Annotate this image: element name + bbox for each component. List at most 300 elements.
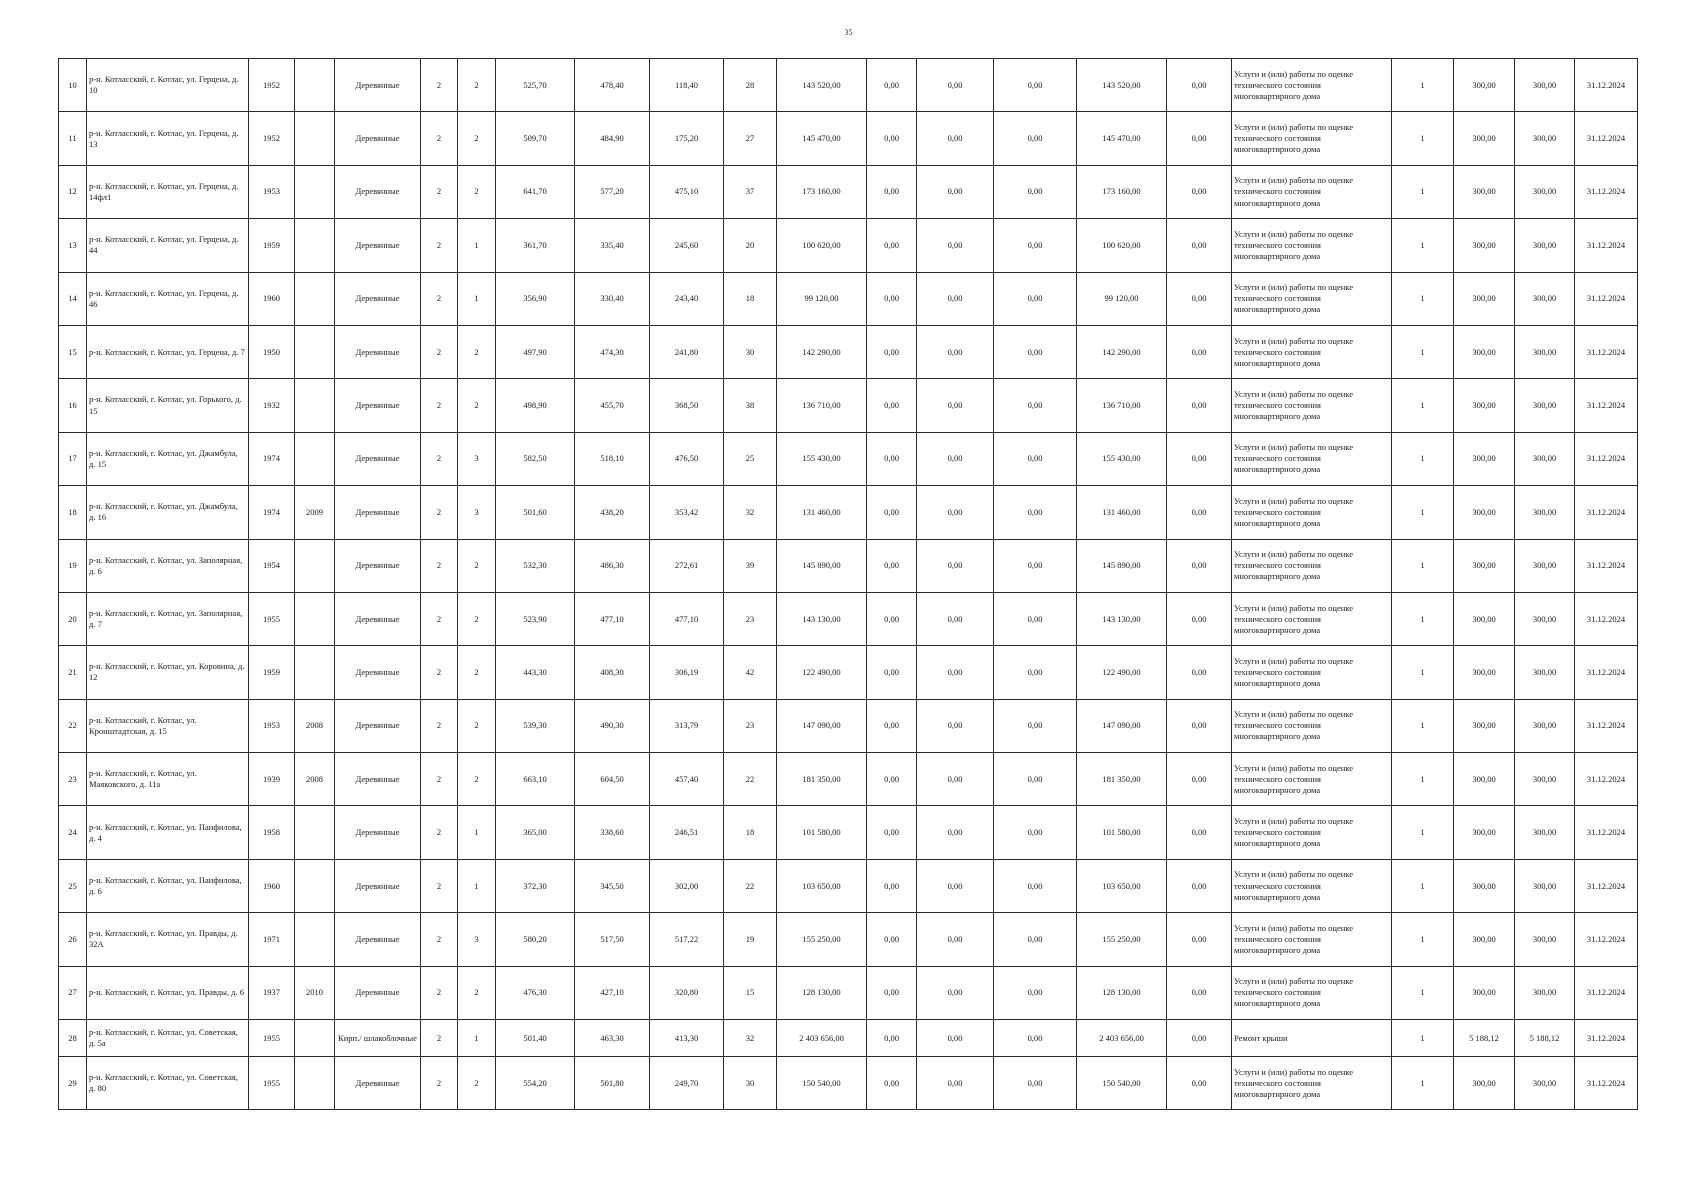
row-number-cell: 28	[59, 1020, 87, 1057]
total-area-cell: 554,20	[496, 1057, 575, 1110]
address-cell: р-н. Котласский, г. Котлас, ул. Советская, д. 5а	[87, 1020, 249, 1057]
region-cost-cell: 0,00	[917, 432, 994, 485]
year-repair-cell	[295, 219, 335, 272]
year-repair-cell	[295, 325, 335, 378]
residents-cell: 18	[724, 272, 777, 325]
other-cost-cell: 0,00	[1167, 592, 1232, 645]
floors-cell: 2	[421, 272, 458, 325]
residential-area-cell: 241,80	[650, 325, 724, 378]
floors-cell: 2	[421, 325, 458, 378]
region-cost-cell: 0,00	[917, 592, 994, 645]
floors-cell: 2	[421, 592, 458, 645]
year-built-cell: 1974	[249, 432, 295, 485]
table-row	[59, 432, 1638, 485]
work-type-cell: Услуги и (или) работы по оценке технического состояния многоквартирного дома	[1232, 753, 1392, 806]
fund-cost-cell: 0,00	[867, 592, 917, 645]
year-repair-cell	[295, 1020, 335, 1057]
wall-material-cell: Деревянные	[335, 539, 421, 592]
year-built-cell: 1953	[249, 165, 295, 218]
region-cost-cell: 0,00	[917, 486, 994, 539]
region-cost-cell: 0,00	[917, 913, 994, 966]
max-cost-cell: 300,00	[1515, 966, 1575, 1019]
entrances-cell: 2	[458, 1057, 496, 1110]
year-built-cell: 1932	[249, 379, 295, 432]
page-number: 35	[844, 28, 853, 37]
residential-area-cell: 272,61	[650, 539, 724, 592]
wall-material-cell: Деревянные	[335, 325, 421, 378]
floors-cell: 2	[421, 806, 458, 859]
address-cell: р-н. Котласский, г. Котлас, ул. Кронштадтская, д. 15	[87, 699, 249, 752]
work-count-cell: 1	[1392, 379, 1454, 432]
row-number-cell: 14	[59, 272, 87, 325]
address-cell: р-н. Котласский, г. Котлас, ул. Панфилова, д. 4	[87, 806, 249, 859]
total-area-cell: 663,10	[496, 753, 575, 806]
wall-material-cell: Деревянные	[335, 59, 421, 112]
living-area-cell: 438,20	[575, 486, 650, 539]
floors-cell: 2	[421, 966, 458, 1019]
residents-cell: 22	[724, 859, 777, 912]
residents-cell: 30	[724, 325, 777, 378]
living-area-cell: 338,60	[575, 806, 650, 859]
fund-cost-cell: 0,00	[867, 379, 917, 432]
address-cell: р-н. Котласский, г. Котлас, ул. Заполярная, д. 7	[87, 592, 249, 645]
address-cell: р-н. Котласский, г. Котлас, ул. Маяковского, д. 11а	[87, 753, 249, 806]
table-row	[59, 966, 1638, 1019]
deadline-cell: 31.12.2024	[1575, 806, 1638, 859]
residential-area-cell: 457,40	[650, 753, 724, 806]
living-area-cell: 477,10	[575, 592, 650, 645]
year-built-cell: 1952	[249, 59, 295, 112]
work-count-cell: 1	[1392, 165, 1454, 218]
total-cost-cell: 103 650,00	[777, 859, 867, 912]
year-repair-cell: 2010	[295, 966, 335, 1019]
local-cost-cell: 0,00	[994, 966, 1077, 1019]
work-type-cell: Услуги и (или) работы по оценке технического состояния многоквартирного дома	[1232, 379, 1392, 432]
living-area-cell: 427,10	[575, 966, 650, 1019]
living-area-cell: 577,20	[575, 165, 650, 218]
residential-area-cell: 413,30	[650, 1020, 724, 1057]
owners-cost-cell: 122 490,00	[1077, 646, 1167, 699]
fund-cost-cell: 0,00	[867, 272, 917, 325]
year-repair-cell	[295, 592, 335, 645]
max-cost-cell: 300,00	[1515, 59, 1575, 112]
year-repair-cell	[295, 272, 335, 325]
other-cost-cell: 0,00	[1167, 859, 1232, 912]
residential-area-cell: 243,40	[650, 272, 724, 325]
wall-material-cell: Деревянные	[335, 112, 421, 165]
fund-cost-cell: 0,00	[867, 432, 917, 485]
year-repair-cell	[295, 859, 335, 912]
floors-cell: 2	[421, 379, 458, 432]
deadline-cell: 31.12.2024	[1575, 753, 1638, 806]
local-cost-cell: 0,00	[994, 699, 1077, 752]
table-row	[59, 112, 1638, 165]
work-type-cell: Услуги и (или) работы по оценке технического состояния многоквартирного дома	[1232, 966, 1392, 1019]
work-type-cell: Ремонт крыши	[1232, 1020, 1392, 1057]
row-number-cell: 21	[59, 646, 87, 699]
floors-cell: 2	[421, 859, 458, 912]
local-cost-cell: 0,00	[994, 432, 1077, 485]
work-type-cell: Услуги и (или) работы по оценке технического состояния многоквартирного дома	[1232, 219, 1392, 272]
owners-cost-cell: 99 120,00	[1077, 272, 1167, 325]
floors-cell: 2	[421, 646, 458, 699]
row-number-cell: 17	[59, 432, 87, 485]
address-cell: р-н. Котласский, г. Котлас, ул. Коровина, д. 12	[87, 646, 249, 699]
table-row	[59, 539, 1638, 592]
entrances-cell: 1	[458, 806, 496, 859]
region-cost-cell: 0,00	[917, 859, 994, 912]
max-cost-cell: 300,00	[1515, 592, 1575, 645]
work-type-cell: Услуги и (или) работы по оценке технического состояния многоквартирного дома	[1232, 432, 1392, 485]
table-row	[59, 806, 1638, 859]
wall-material-cell: Деревянные	[335, 165, 421, 218]
address-cell: р-н. Котласский, г. Котлас, ул. Панфилова, д. 6	[87, 859, 249, 912]
unit-cost-cell: 300,00	[1454, 219, 1515, 272]
other-cost-cell: 0,00	[1167, 646, 1232, 699]
unit-cost-cell: 300,00	[1454, 272, 1515, 325]
residential-area-cell: 320,80	[650, 966, 724, 1019]
work-count-cell: 1	[1392, 646, 1454, 699]
unit-cost-cell: 5 188,12	[1454, 1020, 1515, 1057]
other-cost-cell: 0,00	[1167, 753, 1232, 806]
work-count-cell: 1	[1392, 432, 1454, 485]
work-type-cell: Услуги и (или) работы по оценке технического состояния многоквартирного дома	[1232, 272, 1392, 325]
deadline-cell: 31.12.2024	[1575, 859, 1638, 912]
work-count-cell: 1	[1392, 806, 1454, 859]
total-cost-cell: 128 130,00	[777, 966, 867, 1019]
residential-area-cell: 249,70	[650, 1057, 724, 1110]
unit-cost-cell: 300,00	[1454, 859, 1515, 912]
deadline-cell: 31.12.2024	[1575, 325, 1638, 378]
other-cost-cell: 0,00	[1167, 165, 1232, 218]
total-cost-cell: 2 403 656,00	[777, 1020, 867, 1057]
max-cost-cell: 300,00	[1515, 112, 1575, 165]
entrances-cell: 1	[458, 219, 496, 272]
work-type-cell: Услуги и (или) работы по оценке технического состояния многоквартирного дома	[1232, 592, 1392, 645]
entrances-cell: 2	[458, 325, 496, 378]
address-cell: р-н. Котласский, г. Котлас, ул. Советская, д. 80	[87, 1057, 249, 1110]
region-cost-cell: 0,00	[917, 272, 994, 325]
floors-cell: 2	[421, 432, 458, 485]
total-cost-cell: 99 120,00	[777, 272, 867, 325]
capital-repair-table	[58, 58, 1638, 1110]
other-cost-cell: 0,00	[1167, 806, 1232, 859]
owners-cost-cell: 142 290,00	[1077, 325, 1167, 378]
wall-material-cell: Деревянные	[335, 913, 421, 966]
fund-cost-cell: 0,00	[867, 112, 917, 165]
owners-cost-cell: 147 090,00	[1077, 699, 1167, 752]
row-number-cell: 26	[59, 913, 87, 966]
wall-material-cell: Кирп./ шлакоблочные	[335, 1020, 421, 1057]
address-cell: р-н. Котласский, г. Котлас, ул. Заполярная, д. 6	[87, 539, 249, 592]
entrances-cell: 2	[458, 753, 496, 806]
region-cost-cell: 0,00	[917, 325, 994, 378]
total-area-cell: 498,90	[496, 379, 575, 432]
owners-cost-cell: 136 710,00	[1077, 379, 1167, 432]
max-cost-cell: 300,00	[1515, 486, 1575, 539]
wall-material-cell: Деревянные	[335, 219, 421, 272]
work-count-cell: 1	[1392, 1020, 1454, 1057]
floors-cell: 2	[421, 753, 458, 806]
row-number-cell: 29	[59, 1057, 87, 1110]
deadline-cell: 31.12.2024	[1575, 539, 1638, 592]
residential-area-cell: 313,79	[650, 699, 724, 752]
total-area-cell: 539,30	[496, 699, 575, 752]
total-area-cell: 580,20	[496, 913, 575, 966]
total-cost-cell: 143 520,00	[777, 59, 867, 112]
work-type-cell: Услуги и (или) работы по оценке технического состояния многоквартирного дома	[1232, 646, 1392, 699]
address-cell: р-н. Котласский, г. Котлас, ул. Герцена, д. 7	[87, 325, 249, 378]
row-number-cell: 12	[59, 165, 87, 218]
year-built-cell: 1950	[249, 325, 295, 378]
fund-cost-cell: 0,00	[867, 1057, 917, 1110]
entrances-cell: 2	[458, 112, 496, 165]
max-cost-cell: 300,00	[1515, 699, 1575, 752]
residents-cell: 18	[724, 806, 777, 859]
work-count-cell: 1	[1392, 966, 1454, 1019]
fund-cost-cell: 0,00	[867, 699, 917, 752]
region-cost-cell: 0,00	[917, 1020, 994, 1057]
max-cost-cell: 300,00	[1515, 165, 1575, 218]
max-cost-cell: 300,00	[1515, 379, 1575, 432]
address-cell: р-н. Котласский, г. Котлас, ул. Герцена, д. 44	[87, 219, 249, 272]
local-cost-cell: 0,00	[994, 646, 1077, 699]
deadline-cell: 31.12.2024	[1575, 699, 1638, 752]
local-cost-cell: 0,00	[994, 1057, 1077, 1110]
living-area-cell: 501,80	[575, 1057, 650, 1110]
region-cost-cell: 0,00	[917, 165, 994, 218]
other-cost-cell: 0,00	[1167, 966, 1232, 1019]
total-area-cell: 361,70	[496, 219, 575, 272]
unit-cost-cell: 300,00	[1454, 539, 1515, 592]
unit-cost-cell: 300,00	[1454, 325, 1515, 378]
living-area-cell: 474,30	[575, 325, 650, 378]
local-cost-cell: 0,00	[994, 272, 1077, 325]
table-row	[59, 646, 1638, 699]
deadline-cell: 31.12.2024	[1575, 966, 1638, 1019]
row-number-cell: 11	[59, 112, 87, 165]
living-area-cell: 517,50	[575, 913, 650, 966]
fund-cost-cell: 0,00	[867, 646, 917, 699]
work-type-cell: Услуги и (или) работы по оценке технического состояния многоквартирного дома	[1232, 59, 1392, 112]
address-cell: р-н. Котласский, г. Котлас, ул. Герцена, д. 14фл1	[87, 165, 249, 218]
other-cost-cell: 0,00	[1167, 272, 1232, 325]
wall-material-cell: Деревянные	[335, 486, 421, 539]
residents-cell: 42	[724, 646, 777, 699]
residential-area-cell: 175,20	[650, 112, 724, 165]
max-cost-cell: 300,00	[1515, 272, 1575, 325]
total-cost-cell: 122 490,00	[777, 646, 867, 699]
wall-material-cell: Деревянные	[335, 806, 421, 859]
table-row	[59, 1020, 1638, 1057]
owners-cost-cell: 173 160,00	[1077, 165, 1167, 218]
owners-cost-cell: 143 130,00	[1077, 592, 1167, 645]
other-cost-cell: 0,00	[1167, 1020, 1232, 1057]
residents-cell: 37	[724, 165, 777, 218]
local-cost-cell: 0,00	[994, 806, 1077, 859]
row-number-cell: 19	[59, 539, 87, 592]
living-area-cell: 335,40	[575, 219, 650, 272]
owners-cost-cell: 155 250,00	[1077, 913, 1167, 966]
year-built-cell: 1959	[249, 219, 295, 272]
living-area-cell: 604,50	[575, 753, 650, 806]
region-cost-cell: 0,00	[917, 112, 994, 165]
fund-cost-cell: 0,00	[867, 539, 917, 592]
owners-cost-cell: 103 650,00	[1077, 859, 1167, 912]
work-count-cell: 1	[1392, 219, 1454, 272]
max-cost-cell: 300,00	[1515, 913, 1575, 966]
living-area-cell: 330,40	[575, 272, 650, 325]
year-built-cell: 1953	[249, 699, 295, 752]
region-cost-cell: 0,00	[917, 753, 994, 806]
address-cell: р-н. Котласский, г. Котлас, ул. Джамбула, д. 15	[87, 432, 249, 485]
fund-cost-cell: 0,00	[867, 753, 917, 806]
entrances-cell: 2	[458, 699, 496, 752]
region-cost-cell: 0,00	[917, 379, 994, 432]
total-cost-cell: 142 290,00	[777, 325, 867, 378]
entrances-cell: 3	[458, 432, 496, 485]
deadline-cell: 31.12.2024	[1575, 165, 1638, 218]
total-area-cell: 476,30	[496, 966, 575, 1019]
year-repair-cell	[295, 112, 335, 165]
row-number-cell: 25	[59, 859, 87, 912]
total-area-cell: 365,00	[496, 806, 575, 859]
wall-material-cell: Деревянные	[335, 592, 421, 645]
deadline-cell: 31.12.2024	[1575, 112, 1638, 165]
year-repair-cell	[295, 59, 335, 112]
total-cost-cell: 145 470,00	[777, 112, 867, 165]
fund-cost-cell: 0,00	[867, 219, 917, 272]
year-repair-cell	[295, 379, 335, 432]
work-type-cell: Услуги и (или) работы по оценке технического состояния многоквартирного дома	[1232, 112, 1392, 165]
total-area-cell: 641,70	[496, 165, 575, 218]
year-repair-cell	[295, 539, 335, 592]
year-built-cell: 1955	[249, 592, 295, 645]
region-cost-cell: 0,00	[917, 539, 994, 592]
unit-cost-cell: 300,00	[1454, 592, 1515, 645]
unit-cost-cell: 300,00	[1454, 432, 1515, 485]
row-number-cell: 13	[59, 219, 87, 272]
work-count-cell: 1	[1392, 592, 1454, 645]
work-count-cell: 1	[1392, 913, 1454, 966]
other-cost-cell: 0,00	[1167, 325, 1232, 378]
row-number-cell: 22	[59, 699, 87, 752]
address-cell: р-н. Котласский, г. Котлас, ул. Герцена, д. 46	[87, 272, 249, 325]
local-cost-cell: 0,00	[994, 165, 1077, 218]
max-cost-cell: 300,00	[1515, 646, 1575, 699]
region-cost-cell: 0,00	[917, 966, 994, 1019]
owners-cost-cell: 145 890,00	[1077, 539, 1167, 592]
year-built-cell: 1958	[249, 806, 295, 859]
year-built-cell: 1939	[249, 753, 295, 806]
total-area-cell: 501,40	[496, 1020, 575, 1057]
residential-area-cell: 245,60	[650, 219, 724, 272]
work-type-cell: Услуги и (или) работы по оценке технического состояния многоквартирного дома	[1232, 539, 1392, 592]
table-row	[59, 859, 1638, 912]
year-built-cell: 1955	[249, 1020, 295, 1057]
residents-cell: 28	[724, 59, 777, 112]
row-number-cell: 27	[59, 966, 87, 1019]
row-number-cell: 24	[59, 806, 87, 859]
year-built-cell: 1937	[249, 966, 295, 1019]
total-area-cell: 525,70	[496, 59, 575, 112]
other-cost-cell: 0,00	[1167, 59, 1232, 112]
work-count-cell: 1	[1392, 699, 1454, 752]
fund-cost-cell: 0,00	[867, 1020, 917, 1057]
unit-cost-cell: 300,00	[1454, 699, 1515, 752]
local-cost-cell: 0,00	[994, 753, 1077, 806]
owners-cost-cell: 128 130,00	[1077, 966, 1167, 1019]
other-cost-cell: 0,00	[1167, 913, 1232, 966]
year-repair-cell	[295, 165, 335, 218]
local-cost-cell: 0,00	[994, 59, 1077, 112]
unit-cost-cell: 300,00	[1454, 59, 1515, 112]
other-cost-cell: 0,00	[1167, 699, 1232, 752]
entrances-cell: 2	[458, 646, 496, 699]
year-built-cell: 1971	[249, 913, 295, 966]
region-cost-cell: 0,00	[917, 806, 994, 859]
residential-area-cell: 306,19	[650, 646, 724, 699]
work-count-cell: 1	[1392, 325, 1454, 378]
fund-cost-cell: 0,00	[867, 859, 917, 912]
total-cost-cell: 181 350,00	[777, 753, 867, 806]
entrances-cell: 2	[458, 59, 496, 112]
local-cost-cell: 0,00	[994, 1020, 1077, 1057]
deadline-cell: 31.12.2024	[1575, 219, 1638, 272]
floors-cell: 2	[421, 486, 458, 539]
year-repair-cell	[295, 806, 335, 859]
address-cell: р-н. Котласский, г. Котлас, ул. Герцена, д. 10	[87, 59, 249, 112]
living-area-cell: 490,30	[575, 699, 650, 752]
other-cost-cell: 0,00	[1167, 432, 1232, 485]
fund-cost-cell: 0,00	[867, 486, 917, 539]
local-cost-cell: 0,00	[994, 539, 1077, 592]
deadline-cell: 31.12.2024	[1575, 1057, 1638, 1110]
fund-cost-cell: 0,00	[867, 913, 917, 966]
fund-cost-cell: 0,00	[867, 966, 917, 1019]
residential-area-cell: 353,42	[650, 486, 724, 539]
row-number-cell: 10	[59, 59, 87, 112]
residential-area-cell: 475,10	[650, 165, 724, 218]
deadline-cell: 31.12.2024	[1575, 1020, 1638, 1057]
entrances-cell: 2	[458, 379, 496, 432]
year-built-cell: 1952	[249, 112, 295, 165]
living-area-cell: 484,90	[575, 112, 650, 165]
entrances-cell: 1	[458, 859, 496, 912]
wall-material-cell: Деревянные	[335, 432, 421, 485]
other-cost-cell: 0,00	[1167, 112, 1232, 165]
local-cost-cell: 0,00	[994, 379, 1077, 432]
work-count-cell: 1	[1392, 753, 1454, 806]
work-type-cell: Услуги и (или) работы по оценке технического состояния многоквартирного дома	[1232, 699, 1392, 752]
residents-cell: 22	[724, 753, 777, 806]
living-area-cell: 518,10	[575, 432, 650, 485]
local-cost-cell: 0,00	[994, 112, 1077, 165]
year-built-cell: 1960	[249, 272, 295, 325]
total-area-cell: 523,90	[496, 592, 575, 645]
table-row	[59, 272, 1638, 325]
table-row	[59, 219, 1638, 272]
year-repair-cell: 2009	[295, 486, 335, 539]
unit-cost-cell: 300,00	[1454, 966, 1515, 1019]
unit-cost-cell: 300,00	[1454, 1057, 1515, 1110]
fund-cost-cell: 0,00	[867, 165, 917, 218]
total-area-cell: 501,60	[496, 486, 575, 539]
floors-cell: 2	[421, 112, 458, 165]
work-type-cell: Услуги и (или) работы по оценке технического состояния многоквартирного дома	[1232, 859, 1392, 912]
year-built-cell: 1959	[249, 646, 295, 699]
total-cost-cell: 145 890,00	[777, 539, 867, 592]
